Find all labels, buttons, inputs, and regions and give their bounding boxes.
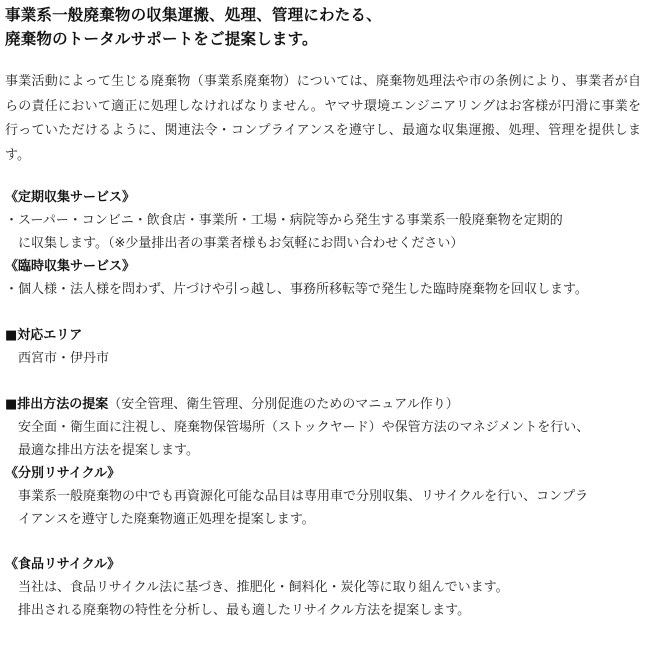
disposal-method-subtitle: （安全管理、衛生管理、分別促進のためのマニュアル作り）: [108, 397, 459, 412]
regular-collection-line-1: ・スーパー・コンビニ・飲食店・事業所・工場・病院等から発生する事業系一般廃棄物を定期的: [5, 213, 563, 228]
regular-collection-line-2: に収集します。（※少量排出者の事業者様もお気軽にお問い合わせください）: [18, 236, 464, 251]
food-recycling-line-1: 当社は、食品リサイクル法に基づき、推肥化・飼料化・炭化等に取り組んでいます。: [18, 580, 509, 595]
heading-line-2: 廃棄物のトータルサポートをご提案します。: [5, 30, 318, 48]
temporary-collection-title: 《臨時収集サービス》: [5, 259, 136, 274]
food-recycling-title: 《食品リサイクル》: [5, 557, 121, 572]
regular-collection-title: 《定期収集サービス》: [5, 190, 136, 205]
disposal-method-section: [5, 393, 641, 462]
page-heading: [5, 3, 641, 51]
temporary-collection-line-1: ・個人様・法人様を問わず、片づけや引っ越し、事務所移転等で発生した臨時廃棄物を回収します。: [5, 282, 588, 297]
service-area-value: 西宮市・伊丹市: [18, 351, 110, 366]
food-recycling-section: [5, 553, 641, 622]
regular-collection-section: [5, 186, 641, 255]
disposal-method-line-1: 安全面・衛生面に注視し、廃棄物保管場所（ストックヤード）や保管方法のマネジメントを行い、: [18, 420, 590, 435]
disposal-method-title: [5, 393, 641, 416]
separate-recycling-line-2: イアンスを遵守した廃棄物適正処理を提案します。: [18, 512, 315, 527]
separate-recycling-title: 《分別リサイクル》: [5, 466, 121, 481]
separate-recycling-line-1: 事業系一般廃棄物の中でも再資源化可能な品目は専用車で分別収集、リサイクルを行い、コンプラ: [18, 489, 589, 504]
food-recycling-line-2: 排出される廃棄物の特性を分析し、最も適したリサイクル方法を提案します。: [18, 603, 471, 618]
temporary-collection-section: [5, 255, 641, 301]
disposal-method-title-text: ■排出方法の提案: [5, 397, 109, 412]
separate-recycling-section: [5, 462, 641, 531]
disposal-method-line-2: 最適な排出方法を提案します。: [18, 443, 199, 458]
service-area-section: [5, 324, 641, 370]
service-area-title: ■対応エリア: [5, 328, 83, 343]
intro-paragraph: 事業活動によって生じる廃棄物（事業系廃棄物）については、廃棄物処理法や市の条例により、事業者が自らの責任において適正に処理しなければなりません。ヤマサ環境エンジニアリングはお客様が円滑に事業を行っていただけるように、関連法令・コンプライアンスを遵守し、最適な収集運搬、処理、管理を提供します。: [5, 74, 641, 163]
heading-line-1: 事業系一般廃棄物の収集運搬、処理、管理にわたる、: [5, 6, 382, 24]
